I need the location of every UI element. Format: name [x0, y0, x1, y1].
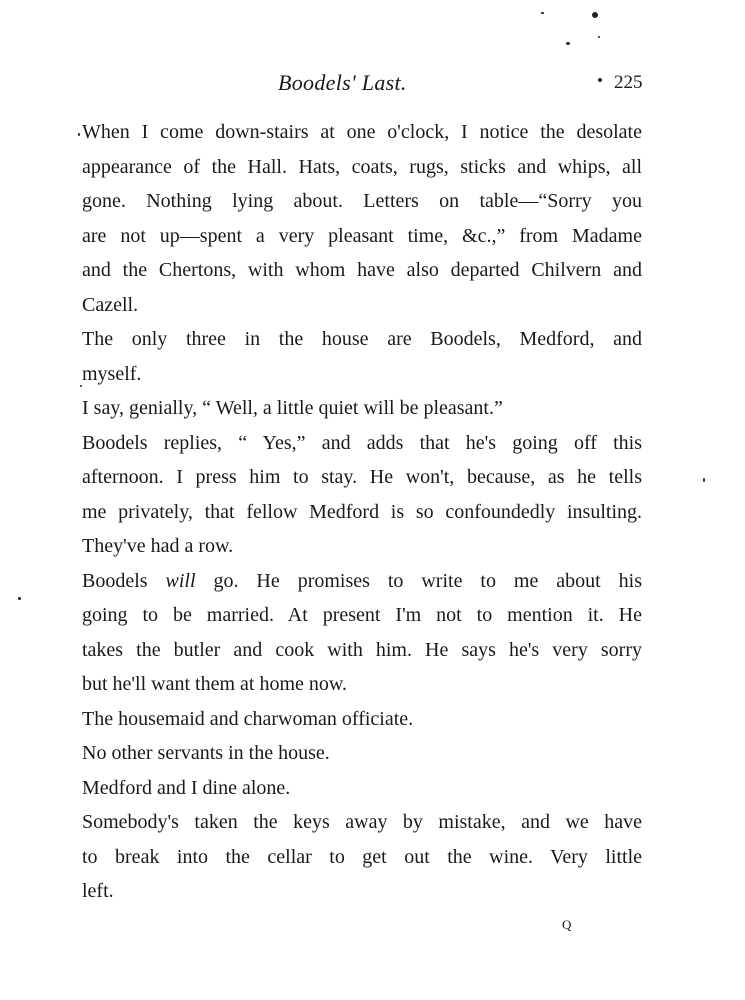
paper-speck: [78, 133, 80, 136]
emphasis: will: [165, 569, 196, 592]
text-line: are not up—spent a very pleasant time, &c.,” from Madame: [82, 224, 642, 247]
text-line: [82, 564, 642, 599]
paper-speck: [598, 36, 600, 38]
text-run: Boodels: [82, 569, 166, 592]
text-line: takes the butler and cook with him. He says he's very sorry: [82, 638, 642, 661]
paper-speck: [18, 597, 21, 600]
text-line: They've had a row.: [82, 535, 234, 557]
paragraph: [82, 115, 642, 322]
text-line: me privately, that fellow Medford is so confoundedly insulting.: [82, 500, 642, 523]
paragraph: [82, 771, 642, 806]
text-line: gone. Nothing lying about. Letters on table—“Sorry you: [82, 190, 642, 212]
text-line: No other servants in the house.: [82, 742, 330, 764]
paper-speck: [598, 78, 602, 82]
text-line: left.: [82, 880, 114, 902]
text-run: go. He promises to write to me about his: [195, 569, 643, 592]
text-line: going to be married. At present I'm not to mention it. He: [82, 604, 642, 626]
paper-speck: [80, 385, 82, 387]
paragraph: [82, 391, 642, 426]
paragraph: [82, 564, 642, 702]
signature-mark: Q: [562, 917, 572, 932]
paper-speck: [566, 42, 570, 45]
paragraph: [82, 426, 642, 564]
paragraph: [82, 805, 642, 909]
text-line: The only three in the house are Boodels, Medford, and: [82, 328, 642, 350]
paper-speck: [541, 12, 544, 14]
text-line: myself.: [82, 362, 142, 385]
page-number: 225: [614, 72, 643, 93]
paragraph: [82, 736, 642, 771]
running-title: Boodels' Last.: [278, 70, 407, 95]
text-line: appearance of the Hall. Hats, coats, rugs, sticks and whips, all: [82, 155, 642, 178]
text-line: Boodels replies, “ Yes,” and adds that he's going off this: [82, 431, 642, 454]
text-line: When I come down-stairs at one o'clock, I notice the desolate: [82, 121, 642, 143]
text-line: to break into the cellar to get out the wine. Very little: [82, 845, 642, 868]
text-line: I say, genially, “ Well, a little quiet will be pleasant.”: [82, 397, 503, 419]
text-line: and the Chertons, with whom have also departed Chilvern and: [82, 259, 642, 281]
paragraph: [82, 702, 642, 737]
running-head: [0, 70, 745, 100]
text-line: The housemaid and charwoman officiate.: [82, 707, 414, 730]
paragraph: [82, 322, 642, 391]
body-text: [82, 115, 642, 909]
text-line: Somebody's taken the keys away by mistake, and we have: [82, 811, 642, 833]
paper-speck: [703, 478, 705, 482]
text-line: afternoon. I press him to stay. He won't, because, as he tells: [82, 466, 642, 488]
text-line: but he'll want them at home now.: [82, 673, 348, 695]
text-line: Medford and I dine alone.: [82, 776, 291, 799]
paper-speck: [592, 12, 598, 18]
text-line: Cazell.: [82, 293, 139, 316]
